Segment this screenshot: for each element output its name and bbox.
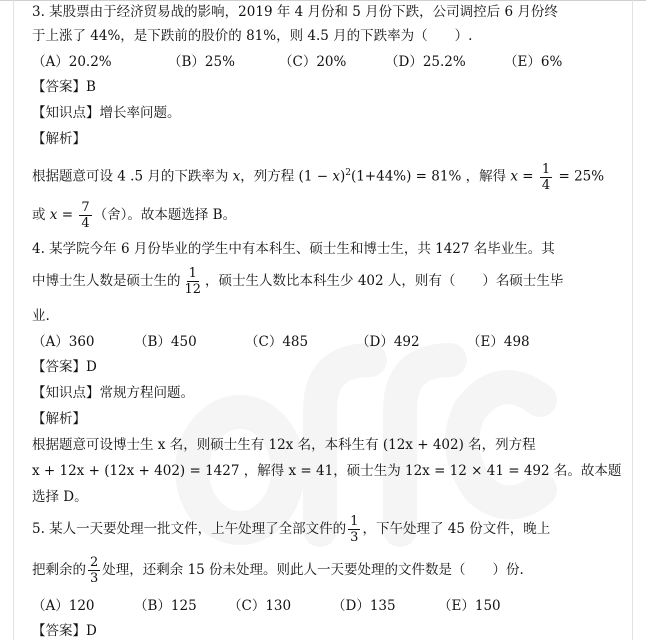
- q5-answer: 【答案】D: [32, 623, 97, 639]
- q3-alt-var: x: [49, 207, 58, 223]
- q4-option-e: （E）498: [467, 334, 530, 350]
- q3-sol-var: x: [232, 168, 241, 185]
- q3-knowledge-point: 【知识点】增长率问题。: [32, 105, 181, 121]
- q3-alt-frac-num: 7: [81, 200, 90, 215]
- q3-option-d: （D）25.2%: [385, 54, 466, 70]
- q4-stem-line1: 4. 某学院今年 6 月份毕业的学生中有本科生、硕士生和博士生，共 1427 名毕业生。其: [32, 241, 555, 257]
- q4-stem-text-a: 中博士生人数是硕士生的: [32, 273, 181, 289]
- q3-stem-line1: 3. 某股票由于经济贸易战的影响，2019 年 4 月份和 5 月份下跌，公司调控后 6 月份终: [32, 4, 558, 20]
- top-rule: [0, 0, 646, 1]
- q4-knowledge-point: 【知识点】常规方程问题。: [32, 385, 194, 401]
- q3-sol-text-e: =: [518, 168, 538, 185]
- q3-sol-var2: x: [332, 168, 340, 185]
- q4-stem-fraction: [183, 266, 204, 297]
- q3-analysis-label: 【解析】: [32, 131, 86, 147]
- q5-option-d: （D）135: [332, 598, 396, 614]
- q3-alt-fraction: [79, 200, 91, 231]
- q3-alt-text-b: =: [57, 207, 78, 223]
- q5-fraction-1: [348, 514, 360, 545]
- q3-sol-text-b: ，列方程 (1 −: [240, 168, 333, 185]
- q3-stem-line2: 于上涨了 44%，是下跌前的股价的 81%，则 4.5 月的下跌率为（ ）.: [32, 28, 473, 44]
- q4-stem-line3: 业.: [32, 308, 50, 324]
- q3-sol-var3: x: [510, 168, 519, 185]
- q4-solution-line2: x + 12x + (12x + 402) = 1427 ，解得 x = 41，硕士生为 12x = 12 × 41 = 492 名。故本题: [32, 463, 622, 479]
- left-margin-line: [13, 0, 14, 640]
- q4-stem-text-b: ，硕士生人数比本科生少 402 人，则有（ ）名硕士生毕: [205, 273, 564, 289]
- q3-alt-text-a: 或: [32, 207, 50, 223]
- right-margin-line: [632, 0, 633, 640]
- q5-stem-line1: [32, 514, 550, 545]
- q4-stem-line2: [32, 266, 563, 297]
- q4-option-a: （A）360: [32, 334, 95, 350]
- q3-alt-text-c: （舍）。故本题选择 B。: [93, 207, 237, 223]
- q3-solution: [32, 158, 604, 193]
- q3-sol-frac-num: 1: [541, 161, 551, 177]
- q4-option-c: （C）485: [245, 334, 309, 350]
- q5-frac2-den: 3: [90, 571, 99, 586]
- q5-option-b: （B）125: [134, 598, 197, 614]
- q3-sol-text-a: 根据题意可设 4 .5 月的下跌率为: [32, 168, 233, 185]
- q5-option-e: （E）150: [438, 598, 501, 614]
- q5-stem-line2: [32, 555, 524, 586]
- q5-frac2-num: 2: [90, 555, 99, 570]
- q5-fraction-2: [88, 555, 100, 586]
- q3-sol-text-d: (1+44%) = 81% ，解得: [350, 168, 511, 185]
- q3-sol-fraction: [540, 162, 552, 193]
- q4-answer: 【答案】D: [32, 359, 97, 375]
- q3-sol-exponent: 2: [345, 168, 351, 178]
- q4-frac-den: 12: [184, 282, 202, 297]
- q4-option-d: （D）492: [356, 334, 420, 350]
- q5-stem-text-a: 5. 某人一天要处理一批文件，上午处理了全部文件的: [32, 521, 347, 537]
- q3-sol-text-c: ): [339, 168, 346, 185]
- q3-option-b: （B）25%: [168, 54, 235, 70]
- q3-sol-frac-den: 4: [541, 177, 551, 193]
- q4-analysis-label: 【解析】: [32, 411, 86, 427]
- q3-option-c: （C）20%: [279, 54, 347, 70]
- q4-solution-line1: 根据题意可设博士生 x 名，则硕士生有 12x 名，本科生有 (12x + 402) 名，列方程: [32, 437, 536, 453]
- q4-solution-line3: 选择 D。: [32, 489, 88, 505]
- q5-stem-text-c: 把剩余的: [32, 562, 86, 578]
- q3-option-a: （A）20.2%: [32, 54, 112, 70]
- q5-option-a: （A）120: [32, 598, 95, 614]
- q3-alt-solution: [32, 200, 236, 231]
- q5-frac1-den: 3: [350, 530, 359, 545]
- q3-sol-text-f: = 25%: [554, 168, 605, 185]
- q5-stem-text-b: ，下午处理了 45 份文件，晚上: [362, 521, 551, 537]
- q3-answer: 【答案】B: [32, 79, 96, 95]
- q5-frac1-num: 1: [350, 514, 359, 529]
- q4-option-b: （B）450: [134, 334, 197, 350]
- q4-frac-num: 1: [188, 266, 197, 281]
- q5-option-c: （C）130: [228, 598, 292, 614]
- q3-option-e: （E）6%: [504, 54, 563, 70]
- q5-stem-text-d: 处理，还剩余 15 份未处理。则此人一天要处理的文件数是（ ）份.: [102, 562, 524, 578]
- q3-alt-frac-den: 4: [81, 216, 90, 231]
